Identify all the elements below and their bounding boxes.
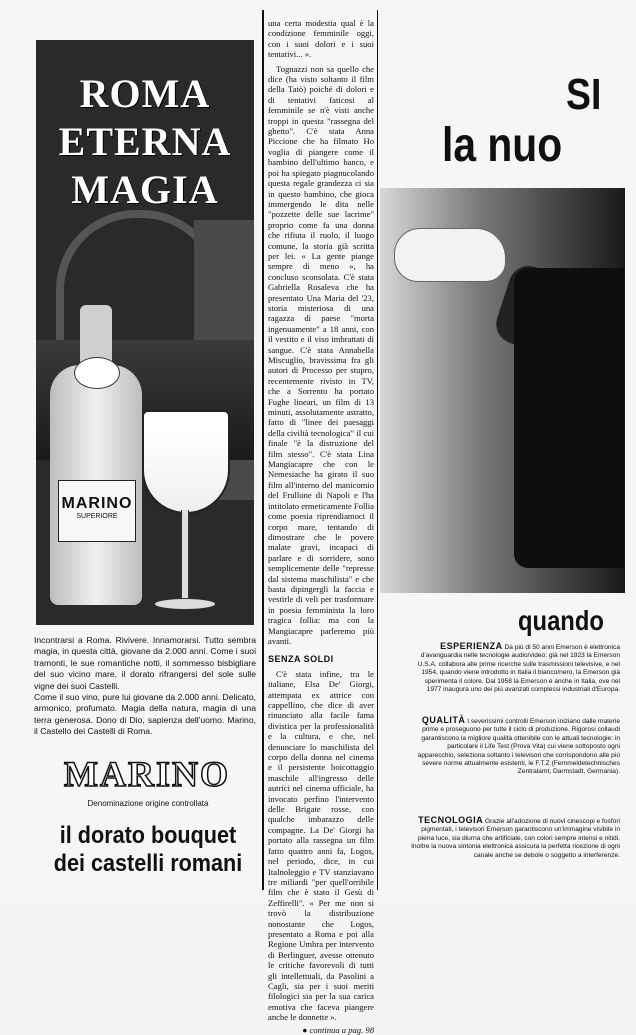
- feature-esperienza: [410, 642, 620, 694]
- article-paragraph-1: Tognazzi non sa quello che dice (ha visto soltanto il film della Tatò) poiché di dolori e di tentativi faticosi al femminile se n'è visti anche troppi in questa "rassegna del ghetto". C'è stata Anna Piccione che ha filmato Ho voglia di piangere come il bambino dell'ultimo banco, e poi ha spiegato piagnucolando questa regale grandezza ci sia in questo bambino, che gioca immergendo le dita nelle "pozzette delle sue lacrime" proprio come fa una donna che rifiuta il ruolo, il luogo comune, la storia già scritta per lei. « La gente piange sempre di meno », ha concluso sconsolata. C'è stata Gabriella Rosaleva che ha presentato Una Maria del '23, storia misteriosa di una ragazza di paese "morta ingenuamente" a 18 anni, con il vestito e il viso imbrattati di sangue. C'è stata Annabella Miscuglio, bravissima fra gli autori di Processo per stupro, recentemente rivisto in TV, che a Sorrento ha portato Fughe lineari, un film di 13 minuti, assolutamente astratto, fatto di "linee dei paesaggi della civiltà tecnologica" il cui finale "è la distruzione del film stesso". C'è stata Lina Mangiacapre che con le Nemesiache ha girato il suo film all'interno del manicomio del Frullone di Napoli e l'ha intitolato ermeticamente Follia come poesia riprendiamoci il corpo mare, tentando di dimostrare che le povere malate gravi, incapaci di parlare e di sorridere, sono semplicemente delle "represse dal sistema maschilista" e che basta dipingergli la faccia e vestirle di veli per trasformare in poesia femminista la loro tragica follia: ma con la Mangiacapre parleremo più avanti.: [268, 63, 374, 646]
- emerson-tv-ad: [380, 10, 625, 890]
- denomination-text: Denominazione origine controllata: [87, 799, 209, 808]
- bottle-label-sub: SUPERIORE: [76, 513, 118, 520]
- hand-graphic: [394, 228, 506, 282]
- bottle-label-brand: MARINO: [61, 495, 133, 512]
- ad-headline-magia: MAGIA: [71, 167, 219, 212]
- wine-glass: [138, 410, 230, 620]
- ad-body-copy: [34, 635, 256, 738]
- ad-headline-top: SI: [566, 70, 602, 119]
- ad-body-paragraph-2: Come il suo vino, pure lui giovane da 2.000 anni. Delicato, armonico, profumato. Magia della natura, magia di una terra generosa. Dono di Dio, sapienza dell'uomo. Marino, il Castello dei Castelli di Roma.: [34, 692, 256, 737]
- feature-title-tecnologia: TECNOLOGIA: [418, 815, 484, 825]
- ad-body-paragraph-1: Incontrarsi a Roma. Rivivere. Innamorarsi. Tutto sembra magia, in questa città, giovane da 2.000 anni. Come i suoi tramonti, le sue romantiche notti, il sommesso bisbigliare del suo vicino mare, il dorato rifrangersi del sole sulle vigne dei suoi Castelli.: [34, 635, 256, 691]
- continued-note: ● continua a pag. 98: [302, 1024, 374, 1035]
- column-rule-left: [262, 10, 264, 890]
- article-paragraph-0: una certa modestia qual è la condizione femminile oggi, con i suoi dolori e i suoi tentativi... ».: [268, 18, 374, 60]
- feature-title-esperienza: ESPERIENZA: [440, 641, 503, 651]
- ad-headline-roma: ROMA: [79, 71, 211, 116]
- bottle-seal: [74, 357, 120, 389]
- bottle-label: [58, 480, 136, 542]
- marino-wine-ad: [30, 10, 260, 890]
- glass-stem: [181, 510, 189, 600]
- ad-tagline: [49, 822, 247, 878]
- article-paragraph-2: C'è stata infine, tra le italiane, Elsa De' Giorgi, attempata ex attrice con cappellino, che dice di aver rinunciato alla facile fama divistica per la professionalità e la cultura, e che, nel denunciare lo maschilista del corpo della donna nel cinema e il persistente boicottaggio maschile all'ingresso delle autrici nel cinema ufficiale, ha invocato perfino l'intervento delle Brigate rosse, con qualche imbarazzo delle compagne. La De' Giorgi ha portato alla rassegna un film fatto quattro anni fa, Logos, nel periodo, dice, in cui Italnoleggio e TV stanziavano tre miliardi "per quell'orribile film che è stato il Gesù di Zeffirelli". « Per me non si trovò la distribuzione nonostante che Logos, presentato a Roma e poi alla Regione Umbra per intervento di Berlinguer, avesse ottenuto le critiche favorevoli di tutti gli intellettuali, da Pasolini a Cagli, sia per i suoi meriti filologici sia per la sua carica emotiva che faceva piangere anche le donnette ».: [268, 668, 374, 1023]
- ad-headline-bottom: quando: [518, 605, 604, 636]
- feature-title-qualita: QUALITÀ: [421, 715, 466, 725]
- marino-logo: MARINO: [64, 754, 230, 794]
- feature-text-esperienza: Da più di 50 anni Emerson è elettronica d'avanguardia nelle tecnologie audio/video: già nel 1923 la Emerson U.S.A. collabora alle prime ricerche sulle trasmissioni televisive, e nel 1954, quando viene introdotto in Italia il bianco/nero, la Emerson già sperimenta il colore. Dal 1958 la Emerson è anche in Italia, ove nel 1977 inaugura uno dei più avanzati complessi industriali d'Europa.: [417, 644, 620, 694]
- ad-headline-eterna: ETERNA: [58, 119, 232, 164]
- tv-photo: [380, 188, 625, 593]
- tagline-line-1: il dorato bouquet: [59, 822, 237, 849]
- wine-bottle: [50, 305, 142, 605]
- tv-screen: [514, 268, 624, 568]
- feature-tecnologia: [410, 816, 620, 860]
- feature-text-tecnologia: Grazie all'adozione di nuovi cinescopi e fosfori pigmentati, i televisori Emerson garantiscono un'immagine visibile in piena luce, sia diurna che artificiale, con colori sempre intensi e nitidi. Inoltre la nuova sintonia elettronica assicura la perfetta ricezione di ogni canale anche se debole o soggetto a interferenze.: [411, 818, 620, 859]
- feature-text-qualita: I severissimi controlli Emerson iniziano dalle materie prime e proseguono per tutte il ciclo di produzione. Rigorosi collaudi garantiscono la migliore qualità ottenibile con le attuali tecnologie: in particolare il Life Test (Prova Vita) cui viene sottoposto ogni apparecchio, seleziona soltanto i televisori che corrispondono alle più severe norme attualmente esistenti, le F.T.Z (Fernmeldetechnisches Zentralamt, Darmstadt, Germania).: [417, 718, 620, 776]
- ad-headline-main: la nuo: [442, 119, 563, 172]
- glass-bowl: [142, 410, 230, 514]
- article-column: [268, 18, 374, 1035]
- feature-qualita: [410, 716, 620, 777]
- tagline-line-2: dei castelli romani: [53, 850, 243, 877]
- column-rule-right: [377, 10, 378, 890]
- glass-foot: [154, 598, 216, 610]
- section-heading: SENZA SOLDI: [268, 654, 334, 665]
